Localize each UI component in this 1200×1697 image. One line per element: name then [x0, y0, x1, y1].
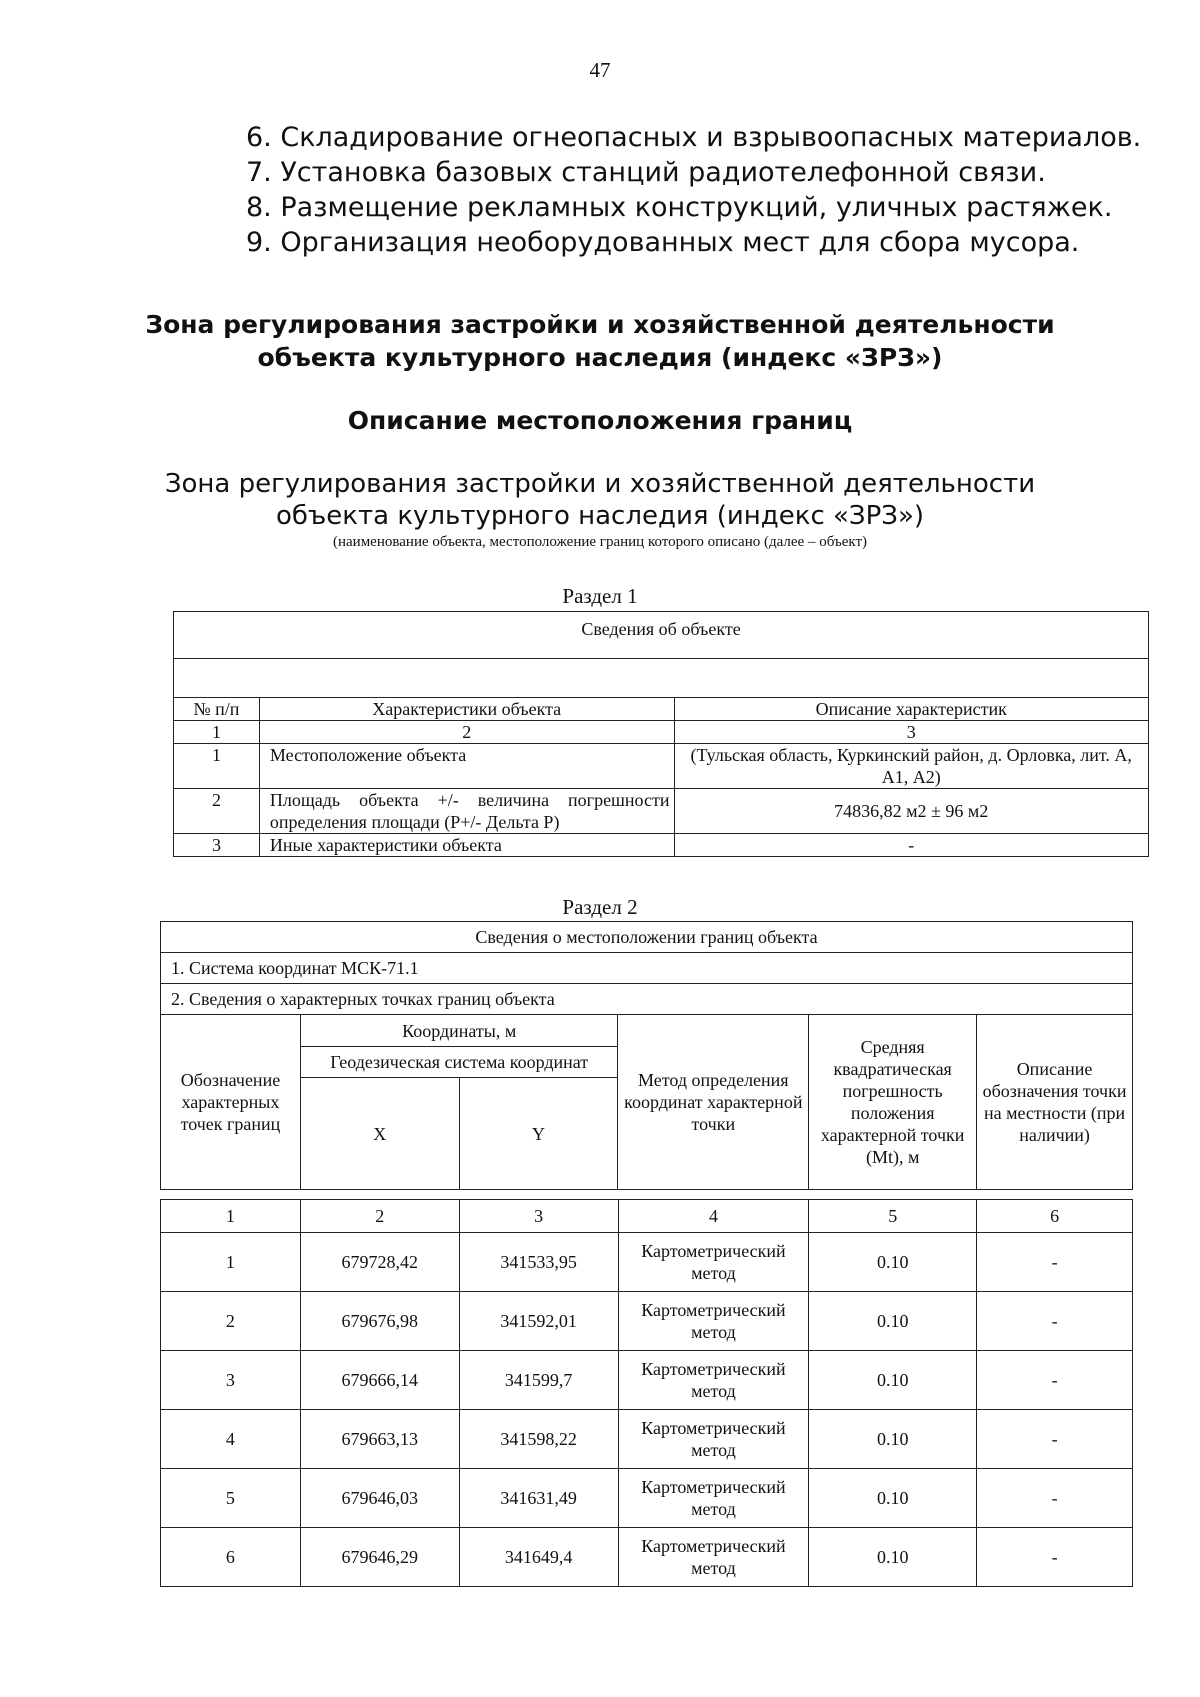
boundary-header-table — [160, 921, 1133, 1190]
characteristic-description: 74836,82 м2 ± 96 м2 — [674, 789, 1149, 834]
section2-title: Раздел 2 — [562, 895, 638, 919]
column-number: 2 — [259, 721, 674, 744]
y-coordinate: 341533,95 — [459, 1233, 618, 1292]
location-description: - — [977, 1469, 1133, 1528]
x-coordinate: 679676,98 — [300, 1292, 459, 1351]
table-row — [174, 789, 1149, 834]
error-value: 0.10 — [809, 1233, 977, 1292]
object-name-line1: Зона регулирования застройки и хозяйственной деятельности — [164, 469, 1036, 499]
zone-heading-line2: объекта культурного наследия (индекс «ЗРЗ») — [257, 343, 943, 372]
x-coordinate: 679646,03 — [300, 1469, 459, 1528]
zone-heading — [0, 308, 1200, 374]
table-row — [161, 1292, 1133, 1351]
column-number: 6 — [977, 1200, 1133, 1233]
zone-heading-line1: Зона регулирования застройки и хозяйственной деятельности — [145, 310, 1055, 339]
column-number: 3 — [674, 721, 1149, 744]
point-designation-header: Обозначение характерных точек границ — [161, 1015, 301, 1190]
table-row — [161, 1233, 1133, 1292]
method: Картометрический метод — [618, 1528, 809, 1587]
table-row — [161, 1410, 1133, 1469]
characteristic: Площадь объекта +/- величина погрешности определения площади (Р+/- Дельта Р) — [259, 789, 674, 834]
y-coordinate: 341599,7 — [459, 1351, 618, 1410]
column-number: 2 — [300, 1200, 459, 1233]
object-caption: (наименование объекта, местоположение границ которого описано (далее – объект) — [332, 534, 868, 550]
description-heading: Описание местоположения границ — [347, 406, 853, 435]
point-id: 3 — [161, 1351, 301, 1410]
error-value: 0.10 — [809, 1292, 977, 1351]
method: Картометрический метод — [618, 1351, 809, 1410]
coordinates-header: Координаты, м — [300, 1015, 618, 1047]
table-row — [174, 834, 1149, 857]
x-coordinate: 679646,29 — [300, 1528, 459, 1587]
y-header: Y — [459, 1078, 618, 1190]
point-id: 6 — [161, 1528, 301, 1587]
page-number: 47 — [589, 58, 611, 82]
row-number: 1 — [174, 744, 260, 789]
error-header: Средняя квадратическая погрешность положения характерной точки (Mt), м — [809, 1015, 977, 1190]
table-row — [174, 744, 1149, 789]
location-description: - — [977, 1233, 1133, 1292]
points-info: 2. Сведения о характерных точках границ объекта — [161, 984, 1133, 1015]
list-item: 7. Установка базовых станций радиотелефонной связи. — [246, 157, 1046, 188]
object-info-title: Сведения об объекте — [174, 612, 1149, 659]
y-coordinate: 341649,4 — [459, 1528, 618, 1587]
point-id: 4 — [161, 1410, 301, 1469]
column-number: 1 — [174, 721, 260, 744]
error-value: 0.10 — [809, 1528, 977, 1587]
object-info-table — [173, 611, 1149, 857]
column-number: 3 — [459, 1200, 618, 1233]
row-number: 2 — [174, 789, 260, 834]
method-header: Метод определения координат характерной точки — [618, 1015, 809, 1190]
column-number: 5 — [809, 1200, 977, 1233]
y-coordinate: 341592,01 — [459, 1292, 618, 1351]
boundary-points-table — [160, 1199, 1133, 1587]
list-item: 6. Складирование огнеопасных и взрывоопасных материалов. — [246, 122, 1142, 153]
point-id: 5 — [161, 1469, 301, 1528]
characteristic-description: - — [674, 834, 1149, 857]
header-cell: Характеристики объекта — [259, 698, 674, 721]
column-number: 1 — [161, 1200, 301, 1233]
location-description: - — [977, 1528, 1133, 1587]
table-row — [161, 1528, 1133, 1587]
point-id: 2 — [161, 1292, 301, 1351]
location-description: - — [977, 1410, 1133, 1469]
list-item: 8. Размещение рекламных конструкций, уличных растяжек. — [246, 192, 1113, 223]
list-item: 9. Организация необорудованных мест для сбора мусора. — [246, 227, 1080, 258]
header-cell: № п/п — [174, 698, 260, 721]
y-coordinate: 341631,49 — [459, 1469, 618, 1528]
location-description: - — [977, 1351, 1133, 1410]
location-description: - — [977, 1292, 1133, 1351]
object-name-line2: объекта культурного наследия (индекс «ЗРЗ») — [275, 501, 925, 531]
object-name — [0, 468, 1200, 532]
restriction-list — [246, 120, 1141, 260]
method: Картометрический метод — [618, 1233, 809, 1292]
method: Картометрический метод — [618, 1410, 809, 1469]
method: Картометрический метод — [618, 1292, 809, 1351]
header-cell: Описание характеристик — [674, 698, 1149, 721]
row-number: 3 — [174, 834, 260, 857]
location-description-header: Описание обозначения точки на местности (при наличии) — [977, 1015, 1133, 1190]
method: Картометрический метод — [618, 1469, 809, 1528]
characteristic: Иные характеристики объекта — [259, 834, 674, 857]
x-coordinate: 679728,42 — [300, 1233, 459, 1292]
error-value: 0.10 — [809, 1410, 977, 1469]
column-number: 4 — [618, 1200, 809, 1233]
characteristic: Местоположение объекта — [259, 744, 674, 789]
y-coordinate: 341598,22 — [459, 1410, 618, 1469]
geodetic-system-header: Геодезическая система координат — [300, 1047, 618, 1078]
section1-title: Раздел 1 — [562, 584, 638, 608]
x-coordinate: 679666,14 — [300, 1351, 459, 1410]
table-row — [161, 1469, 1133, 1528]
boundary-title: Сведения о местоположении границ объекта — [161, 922, 1133, 953]
x-coordinate: 679663,13 — [300, 1410, 459, 1469]
x-header: X — [300, 1078, 459, 1190]
error-value: 0.10 — [809, 1351, 977, 1410]
characteristic-description: (Тульская область, Куркинский район, д. Орловка, лит. А, А1, А2) — [674, 744, 1149, 789]
error-value: 0.10 — [809, 1469, 977, 1528]
coordinate-system: 1. Система координат МСК-71.1 — [161, 953, 1133, 984]
point-id: 1 — [161, 1233, 301, 1292]
table-row — [161, 1351, 1133, 1410]
blank-row — [174, 659, 1149, 698]
